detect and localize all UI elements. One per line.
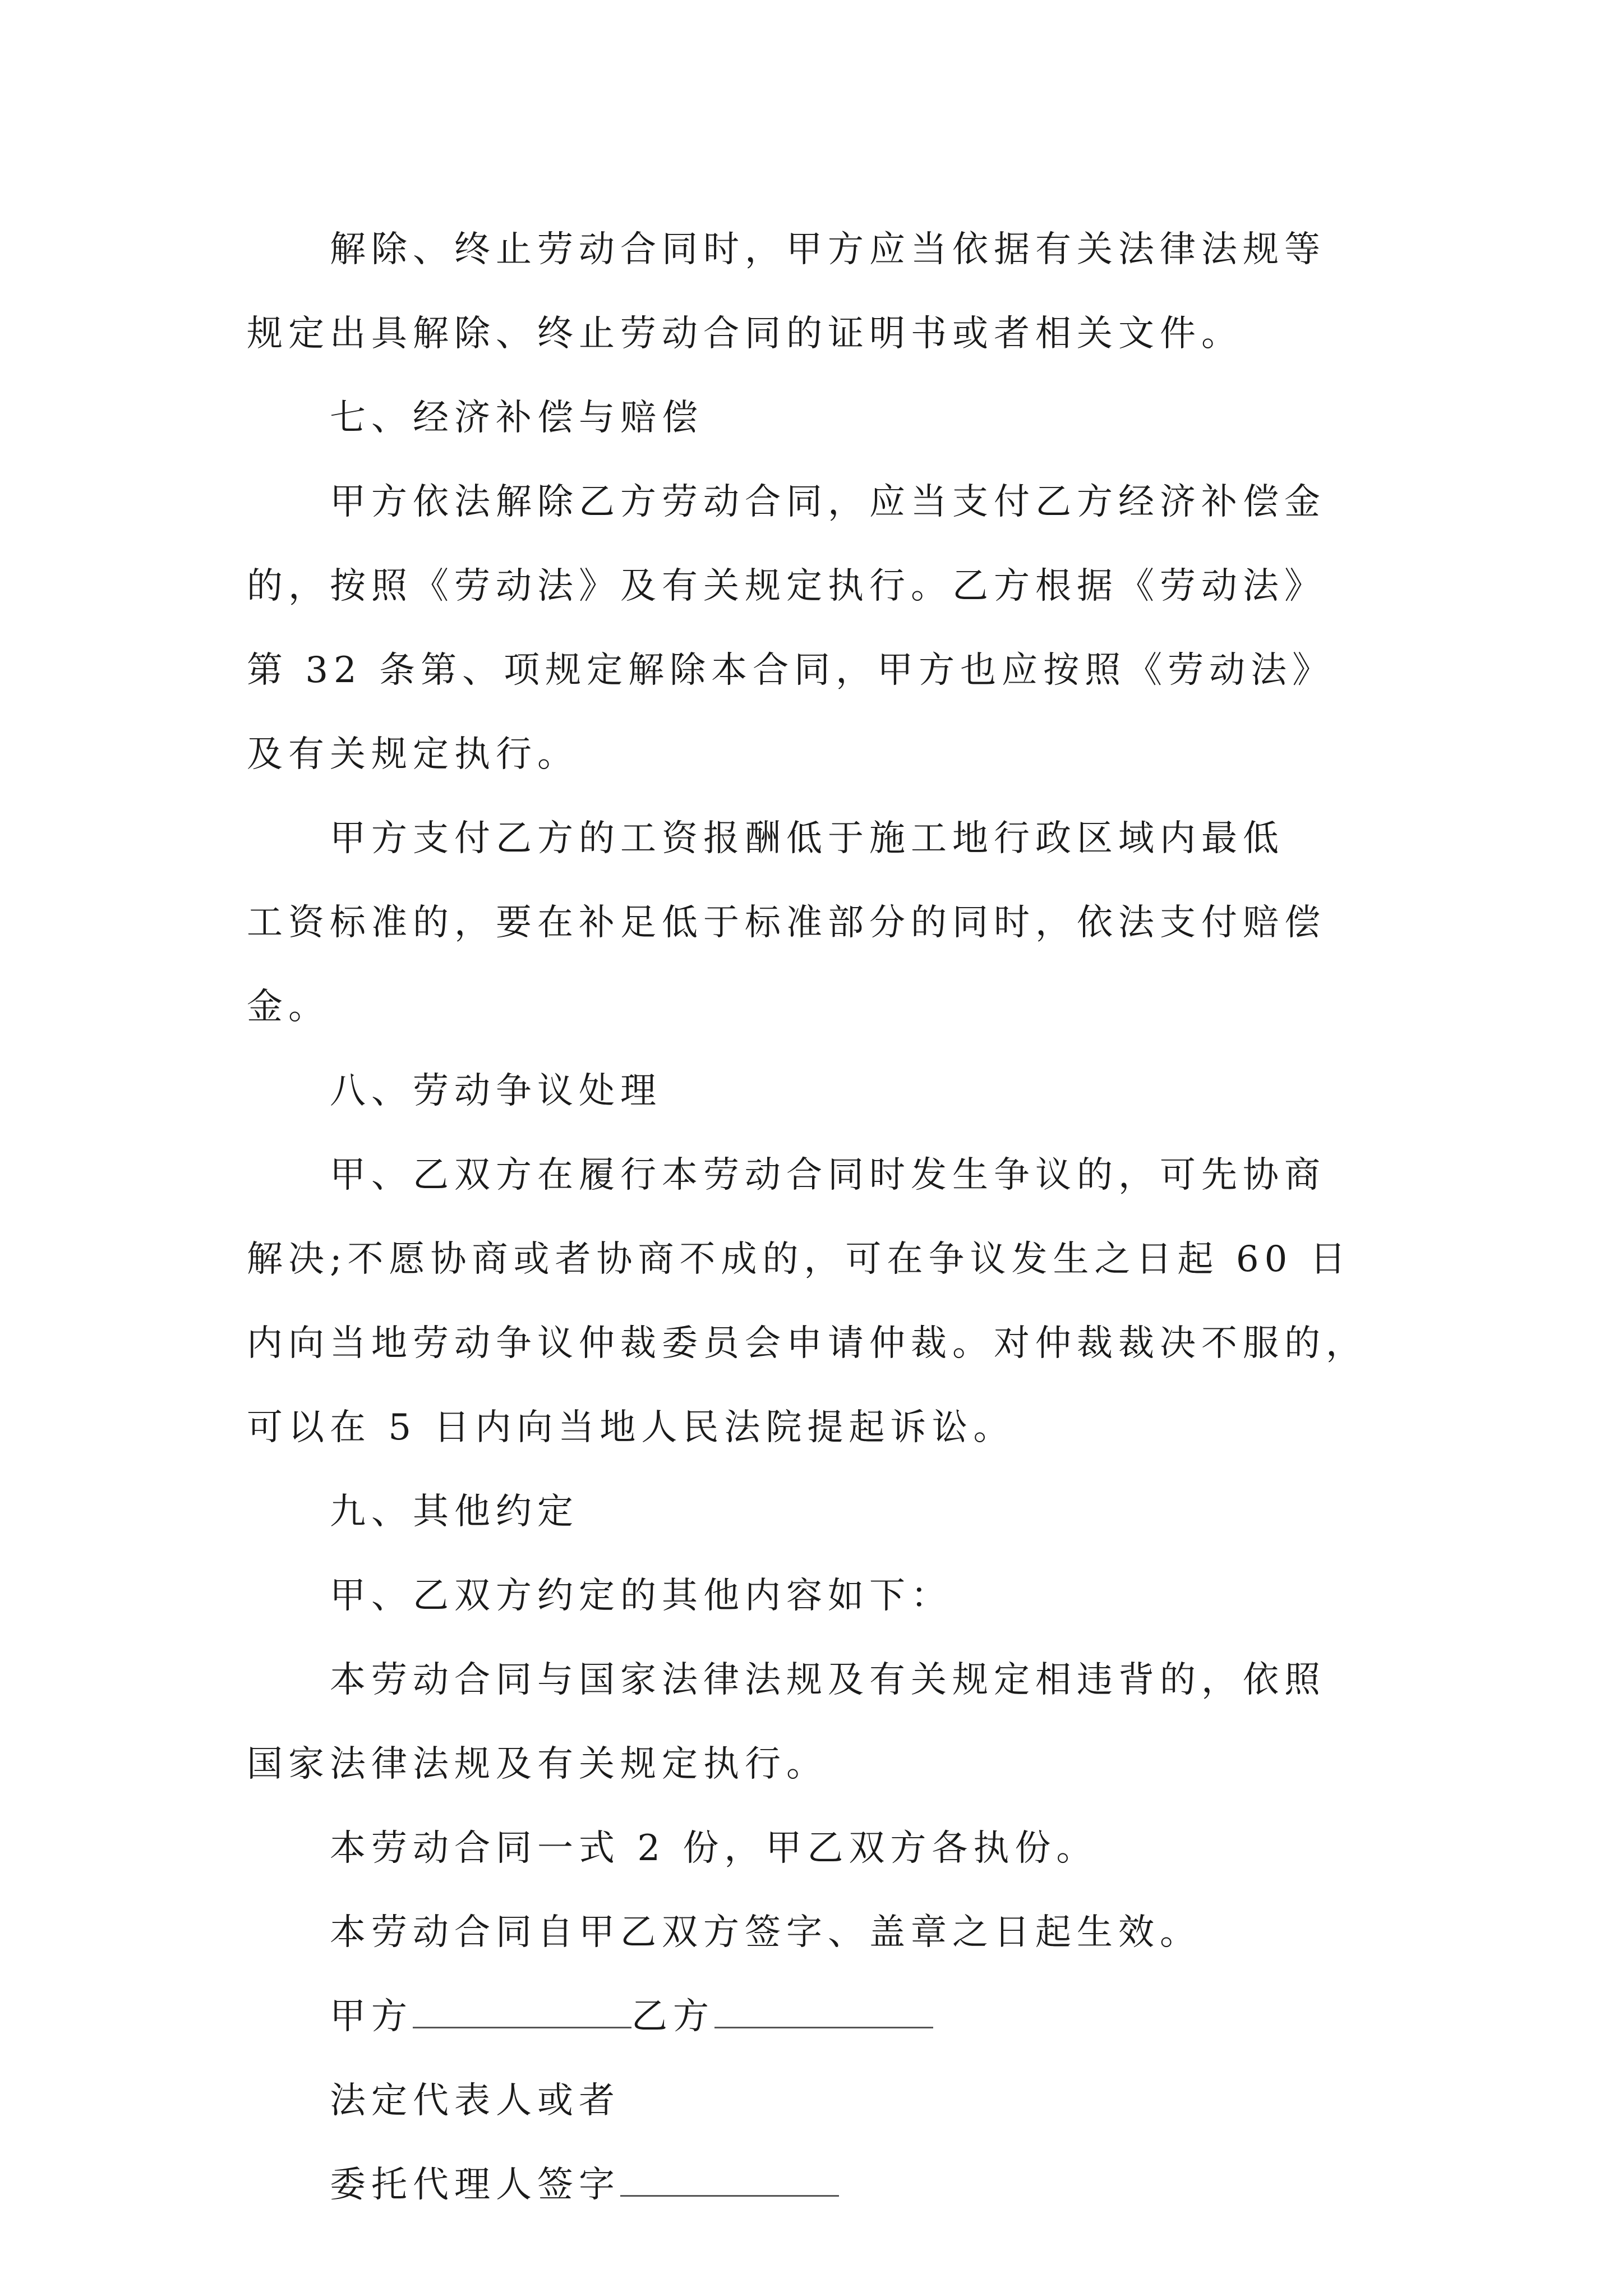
paragraph-line: 甲、乙双方在履行本劳动合同时发生争议的，可先协商 (330, 1154, 1326, 1196)
paragraph-line: 第 32 条第、项规定解除本合同，甲方也应按照《劳动法》 (247, 650, 1334, 691)
party-b-signature-field[interactable] (714, 1991, 933, 2028)
paragraph-line: 金。 (247, 986, 330, 1028)
document-page (247, 208, 1441, 2227)
paragraph-line: 甲方支付乙方的工资报酬低于施工地行政区域内最低 (330, 818, 1284, 859)
party-a-signature-field[interactable] (413, 1991, 631, 2028)
paragraph-line: 工资标准的，要在补足低于标准部分的同时，依法支付赔偿 (247, 902, 1326, 944)
paragraph-line: 甲方依法解除乙方劳动合同，应当支付乙方经济补偿金 (330, 481, 1326, 523)
signature-parties-row (247, 1975, 1441, 2059)
section-heading: 七、经济补偿与赔偿 (330, 397, 703, 439)
paragraph-line: 的，按照《劳动法》及有关规定执行。乙方根据《劳动法》 (247, 565, 1326, 607)
paragraph-line: 解除、终止劳动合同时，甲方应当依据有关法律法规等 (330, 229, 1326, 270)
party-a-label: 甲方 (330, 1996, 413, 2037)
paragraph-line: 解决;不愿协商或者协商不成的，可在争议发生之日起 60 日 (247, 1239, 1352, 1280)
paragraph-line: 内向当地劳动争议仲裁委员会申请仲裁。对仲裁裁决不服的， (247, 1323, 1367, 1364)
paragraph-line: 本劳动合同自甲乙双方签字、盖章之日起生效。 (330, 1912, 1201, 1953)
agent-label: 委托代理人签字 (330, 2164, 620, 2206)
paragraph-line: 可以在 5 日内向当地人民法院提起诉讼。 (247, 1407, 1015, 1448)
paragraph-line: 本劳动合同与国家法律法规及有关规定相违背的，依照 (330, 1659, 1326, 1701)
representative-label: 法定代表人或者 (330, 2080, 620, 2122)
agent-signature-field[interactable] (620, 2159, 839, 2197)
section-heading: 八、劳动争议处理 (330, 1070, 662, 1112)
section-heading: 九、其他约定 (330, 1491, 579, 1533)
paragraph-line: 规定出具解除、终止劳动合同的证明书或者相关文件。 (247, 313, 1243, 355)
paragraph-line: 甲、乙双方约定的其他内容如下： (330, 1575, 952, 1617)
paragraph-line: 国家法律法规及有关规定执行。 (247, 1743, 828, 1785)
party-b-label: 乙方 (631, 1996, 714, 2037)
agent-signature-row (247, 2143, 1441, 2227)
paragraph-line: 及有关规定执行。 (247, 734, 579, 775)
paragraph-line: 本劳动合同一式 2 份，甲乙双方各执份。 (330, 1828, 1098, 1869)
